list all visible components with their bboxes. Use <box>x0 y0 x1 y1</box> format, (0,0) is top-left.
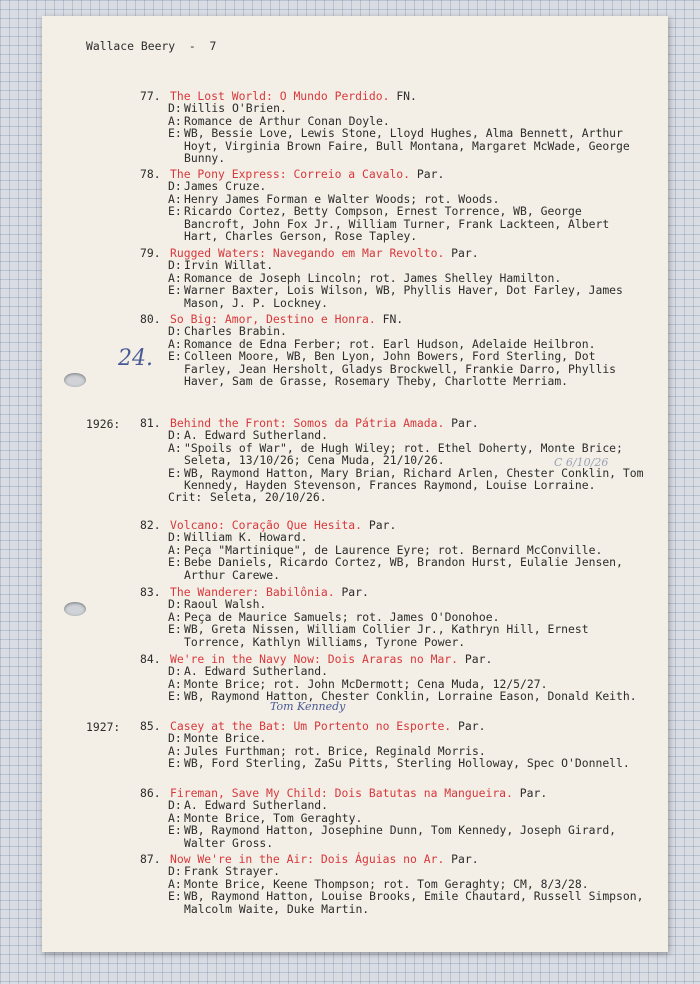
director: A. Edward Sutherland. <box>184 664 329 679</box>
film-title: Volcano: Coração Que Hesita. <box>170 518 363 532</box>
film-entry: 82. Volcano: Coração Que Hesita. Par. D: William K. Howard. A: Peça "Martinique", de Laurence Eyre; rot. Bernard McConville. E: Bebe Daniels, Ricardo Cortez, WB, Brandon Hurst, Eulalie Jensen, Arthur Carewe. <box>140 519 650 581</box>
studio: Par. <box>451 416 479 430</box>
punch-hole-top <box>64 373 86 387</box>
cast: Colleen Moore, WB, Ben Lyon, John Bowers, Ford Sterling, Dot Farley, Jean Hersholt, Gladys Brockwell, Frankie Darro, Phyllis Haver, Sam de Grasse, Rosemary Theby, Charlotte Merriam. <box>184 349 617 389</box>
author: Peça "Martinique", de Laurence Eyre; rot. Bernard McConville. <box>184 542 603 557</box>
director: Frank Strayer. <box>184 864 281 879</box>
film-title: Now We're in the Air: Dois Águias no Ar. <box>170 852 445 866</box>
film-title: We're in the Navy Now: Dois Araras no Mar. <box>170 652 459 666</box>
studio: Par. <box>451 852 479 866</box>
cast: WB, Raymond Hatton, Chester Conklin, Lorraine Eason, Donald Keith. <box>184 689 637 704</box>
director: Charles Brabin. <box>184 324 287 339</box>
punch-hole-bottom <box>64 602 86 616</box>
studio: Par. <box>519 786 548 800</box>
cast: Warner Baxter, Lois Wilson, WB, Phyllis Haver, Dot Farley, James Mason, J. P. Lockney. <box>184 283 623 310</box>
director: William K. Howard. <box>184 530 308 545</box>
film-entry: 80. So Big: Amor, Destino e Honra. FN. D: Charles Brabin. A: Romance de Edna Ferber; rot. Earl Hudson, Adelaide Heilbron. E: Colleen Moore, WB, Ben Lyon, John Bowers, Ford Sterling, Dot Farley, Jean Hersholt, Gladys Brockwell, Frankie Darro, Phyllis Haver, Sam de Grasse, Rosemary Theby, Charlotte Merriam. <box>140 313 650 387</box>
film-title: The Pony Express: Correio a Cavalo. <box>170 167 411 181</box>
author: Romance de Edna Ferber; rot. Earl Hudson, Adelaide Heilbron. <box>184 336 596 351</box>
entry-number: 87. <box>140 852 161 866</box>
director: Raoul Walsh. <box>184 597 267 612</box>
cast: WB, Ford Sterling, ZaSu Pitts, Sterling Holloway, Spec O'Donnell. <box>184 756 630 771</box>
film-title: So Big: Amor, Destino e Honra. <box>170 312 376 326</box>
handwritten-number: 24. <box>118 346 153 371</box>
author: Monte Brice, Keene Thompson; rot. Tom Geraghty; CM, 8/3/28. <box>184 876 589 891</box>
cast: Ricardo Cortez, Betty Compson, Ernest Torrence, WB, George Bancroft, John Fox Jr., William Turner, Frank Lackteen, Albert Hart, Charles Gerson, Rose Tapley. <box>184 204 610 244</box>
studio: Par. <box>368 518 397 532</box>
film-entry: 85. Casey at the Bat: Um Portento no Esporte. Par. D: Monte Brice. A: Jules Furthman; rot. Brice, Reginald Morris. E: WB, Ford Sterling, ZaSu Pitts, Sterling Holloway, Spec O'Donnell. <box>140 720 650 770</box>
studio: Par. <box>464 652 493 666</box>
entry-number: 82. <box>140 518 161 532</box>
entry-number: 81. <box>140 416 161 430</box>
entry-number: 78. <box>140 167 161 181</box>
handwritten-note-tom-kennedy: Tom Kennedy <box>270 700 346 713</box>
director: Monte Brice. <box>184 731 267 746</box>
author: Monte Brice; rot. John McDermott; Cena Muda, 12/5/27. <box>184 676 548 691</box>
entry-number: 84. <box>140 652 161 666</box>
author: Romance de Arthur Conan Doyle. <box>184 113 390 128</box>
cast: WB, Raymond Hatton, Louise Brooks, Emile Chautard, Russell Simpson, Malcolm Waite, Duke Martin. <box>184 889 644 916</box>
author: Romance de Joseph Lincoln; rot. James Shelley Hamilton. <box>184 270 562 285</box>
film-entry: 79. Rugged Waters: Navegando em Mar Revolto. Par. D: Irvin Willat. A: Romance de Joseph Lincoln; rot. James Shelley Hamilton. E: Warner Baxter, Lois Wilson, WB, Phyllis Haver, Dot Farley, James Mason, J. P. Lockney. <box>140 247 650 309</box>
film-title: Fireman, Save My Child: Dois Batutas na Mangueira. <box>170 786 513 800</box>
handwritten-crit-note: C 6/10/26 <box>554 456 609 469</box>
director: James Cruze. <box>184 179 267 194</box>
entry-number: 79. <box>140 246 161 260</box>
year-label-1926: 1926: <box>86 417 121 431</box>
author: "Spoils of War", de Hugh Wiley; rot. Ethel Doherty, Monte Brice; Seleta, 13/10/26; Cena Muda, 21/10/26. <box>184 440 623 468</box>
author: Jules Furthman; rot. Brice, Reginald Morris. <box>184 743 486 758</box>
director: Irvin Willat. <box>184 258 274 273</box>
film-entry: 84. We're in the Navy Now: Dois Araras no Mar. Par. D: A. Edward Sutherland. A: Monte Brice; rot. John McDermott; Cena Muda, 12/5/27. E: WB, Raymond Hatton, Chester Conklin, Lorraine Eason, Donald Keith. <box>140 653 650 703</box>
entry-number: 83. <box>140 585 161 599</box>
studio: Par. <box>451 246 479 260</box>
entry-number: 77. <box>140 89 161 103</box>
director: Willis O'Brien. <box>184 101 287 116</box>
studio: Par. <box>416 167 445 181</box>
author: Peça de Maurice Samuels; rot. James O'Donohoe. <box>184 609 500 624</box>
studio: FN. <box>382 312 404 326</box>
film-title: Casey at the Bat: Um Portento no Esporte. <box>170 719 452 733</box>
film-entry: 78. The Pony Express: Correio a Cavalo. Par. D: James Cruze. A: Henry James Forman e Walter Woods; rot. Woods. E: Ricardo Cortez, Betty Compson, Ernest Torrence, WB, George Bancroft, John Fox Jr., William Turner, Frank Lackteen, Albert Hart, Charles Gerson, Rose Tapley. <box>140 168 650 242</box>
cast: WB, Bessie Love, Lewis Stone, Lloyd Hughes, Alma Bennett, Arthur Hoyt, Virginia Brown Faire, Bull Montana, Margaret McWade, George Bunny. <box>184 126 630 166</box>
studio: Par. <box>458 719 486 733</box>
film-entry: 77. The Lost World: O Mundo Perdido. FN. D: Willis O'Brien. A: Romance de Arthur Conan Doyle. E: WB, Bessie Love, Lewis Stone, Lloyd Hughes, Alma Bennett, Arthur Hoyt, Virginia Brown Faire, Bull Montana, Margaret McWade, George Bunny. <box>140 90 650 164</box>
critique: Seleta, 20/10/26. <box>210 490 327 505</box>
cast: WB, Raymond Hatton, Mary Brian, Richard Arlen, Chester Conklin, Tom Kennedy, Hayden Stevenson, Frances Raymond, Louise Lorraine. <box>184 465 644 493</box>
entry-number: 80. <box>140 312 161 326</box>
cast: WB, Raymond Hatton, Josephine Dunn, Tom Kennedy, Joseph Girard, Walter Gross. <box>184 823 617 850</box>
cast: WB, Greta Nissen, William Collier Jr., Kathryn Hill, Ernest Torrence, Kathlyn Williams, Tyrone Power. <box>184 622 589 649</box>
film-title: Rugged Waters: Navegando em Mar Revolto. <box>170 246 445 260</box>
author: Monte Brice, Tom Geraghty. <box>184 810 363 825</box>
film-title: The Wanderer: Babilônia. <box>170 585 335 599</box>
film-entry: 86. Fireman, Save My Child: Dois Batutas na Mangueira. Par. D: A. Edward Sutherland. A: Monte Brice, Tom Geraghty. E: WB, Raymond Hatton, Josephine Dunn, Tom Kennedy, Joseph Girard, Walter Gross. <box>140 787 650 849</box>
film-entry: 87. Now We're in the Air: Dois Águias no Ar. Par. D: Frank Strayer. A: Monte Brice, Keene Thompson; rot. Tom Geraghty; CM, 8/3/28. E: WB, Raymond Hatton, Louise Brooks, Emile Chautard, Russell Simpson, Malcolm Waite, Duke Martin. <box>140 853 650 915</box>
author: Henry James Forman e Walter Woods; rot. Woods. <box>184 191 500 206</box>
film-title: Behind the Front: Somos da Pátria Amada. <box>170 416 445 430</box>
film-entry: 83. The Wanderer: Babilônia. Par. D: Raoul Walsh. A: Peça de Maurice Samuels; rot. James O'Donohoe. E: WB, Greta Nissen, William Collier Jr., Kathryn Hill, Ernest Torrence, Kathlyn Williams, Tyrone Power. <box>140 586 650 648</box>
film-title: The Lost World: O Mundo Perdido. <box>170 89 390 103</box>
page-header: Wallace Beery - 7 <box>86 39 217 53</box>
entry-number: 86. <box>140 786 161 800</box>
director: A. Edward Sutherland. <box>184 798 329 813</box>
film-entry: 81. Behind the Front: Somos da Pátria Amada. Par. D: A. Edward Sutherland. A: "Spoils of War", de Hugh Wiley; rot. Ethel Doherty, Monte Brice; Seleta, 13/10/26; Cena Muda, 21/10/26. E: WB, Raymond Hatton, Mary Brian, Richard Arlen, Chester Conklin, Tom Kennedy, Hayden Stevenson, Frances Raymond, Louise Lorraine. Crit: Seleta, 20/10/26. <box>140 417 650 504</box>
entry-number: 85. <box>140 719 161 733</box>
studio: Par. <box>341 585 369 599</box>
document-page <box>42 16 668 952</box>
studio: FN. <box>396 89 417 103</box>
director: A. Edward Sutherland. <box>184 428 329 443</box>
cast: Bebe Daniels, Ricardo Cortez, WB, Brandon Hurst, Eulalie Jensen, Arthur Carewe. <box>184 555 623 582</box>
year-label-1927: 1927: <box>86 720 121 734</box>
